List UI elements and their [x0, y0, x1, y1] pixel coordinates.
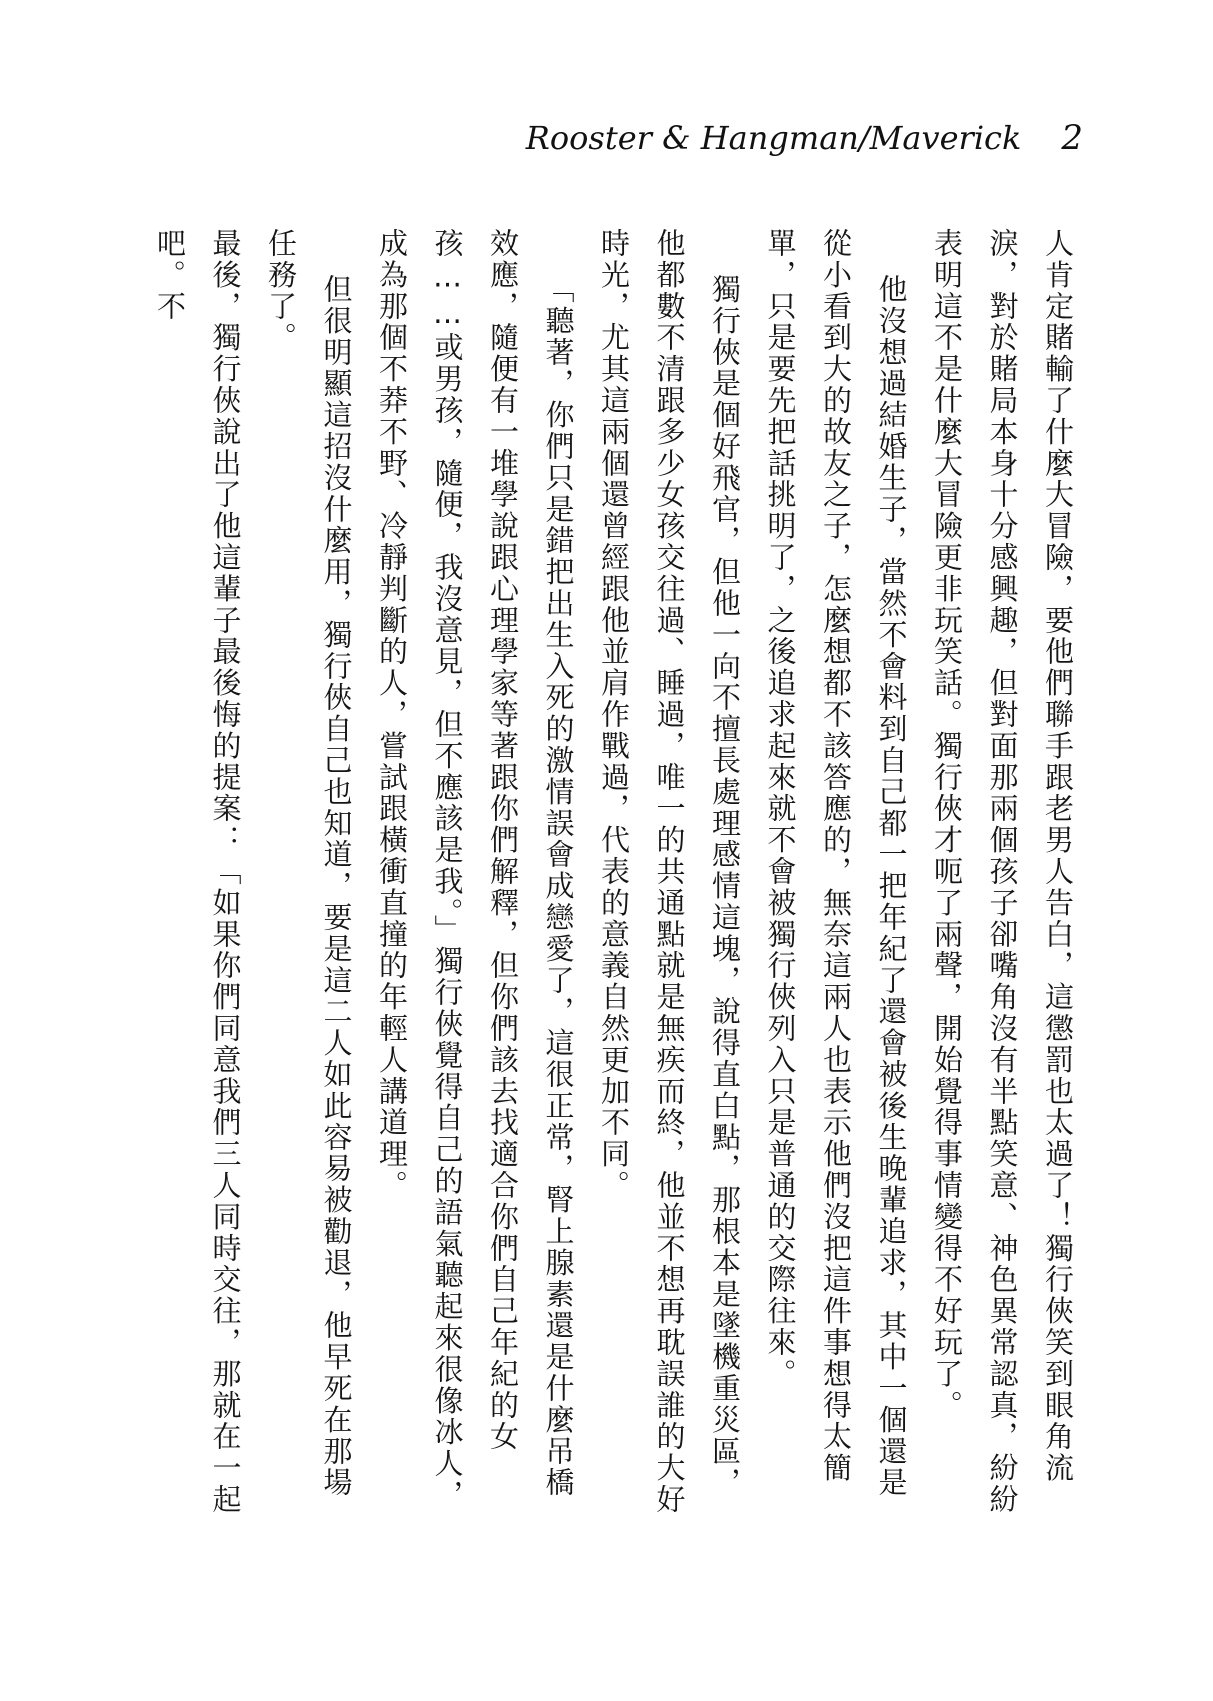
paragraph-continues: 最後，獨行俠說出了他這輩子最後悔的提案：「如果你們同意我們三人同時交往，那就在一起吧。不: [153, 228, 243, 1516]
paragraph-continued: 人肯定賭輸了什麼大冒險，要他們聯手跟老男人告白，這懲罰也太過了！獨行俠笑到眼角流淚，對於賭局本身十分感興趣，但對面那兩個孩子卻嘴角沒有半點笑意、神色異常認真，紛紛表明這不是什麼大冒險更非玩笑話。獨行俠才呃了兩聲，開始覺得事情變得不好玩了。: [930, 228, 1075, 1516]
paragraph-dialogue: 「聽著，你們只是錯把出生入死的激情誤會成戀愛了，這很正常，腎上腺素還是什麼吊橋效應，隨便有一堆學說跟心理學家等著跟你們解釋，但你們該去找適合你們自己年紀的女孩……或男孩，隨便，我沒意見，但不應該是我。」獨行俠覺得自己的語氣聽起來很像冰人，成為那個不莽不野、冷靜判斷的人，嘗試跟橫衝直撞的年輕人講道理。: [375, 228, 576, 1511]
paragraph: 但很明顯這招沒什麼用，獨行俠自己也知道，要是這二人如此容易被勸退，他早死在那場任務了。: [264, 228, 354, 1499]
paragraph: 獨行俠是個好飛官，但他一向不擅長處理感情這塊，說得直白點，那根本是墜機重災區，他都數不清跟多少女孩交往過、睡過，唯一的共通點就是無疾而終，他並不想再耽誤誰的大好時光，尤其這兩個還曾經跟他並肩作戰過，代表的意義自然更加不同。: [597, 228, 742, 1516]
vertical-body-text: [142, 228, 1086, 1518]
running-header: [526, 118, 1083, 158]
paragraph: 他沒想過結婚生子，當然不會料到自己都一把年紀了還會被後生晚輩追求，其中一個還是從小看到大的故友之子，怎麼想都不該答應的，無奈這兩人也表示他們沒把這件事想得太簡單，只是要先把話挑明了，之後追求起來就不會被獨行俠列入只是普通的交際往來。: [763, 228, 909, 1499]
page-number: 2: [1061, 118, 1083, 158]
running-header-title: Rooster & Hangman/Maverick: [525, 119, 1022, 157]
